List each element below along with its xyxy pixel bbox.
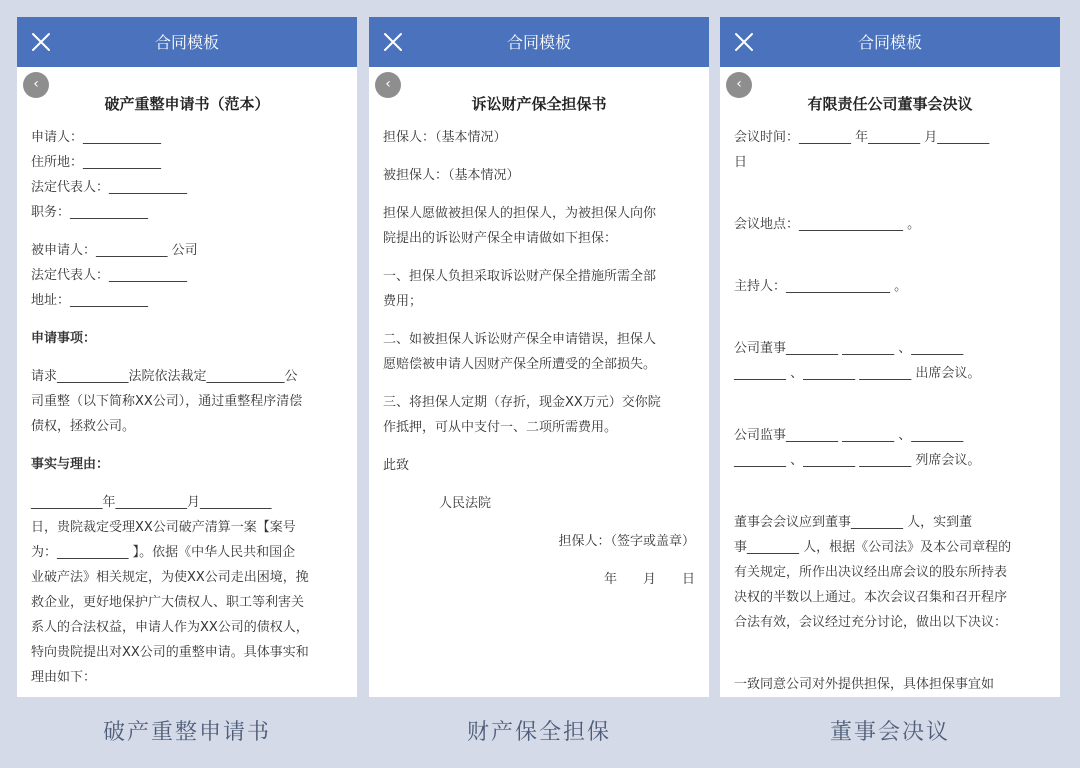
header-title: 合同模板 bbox=[506, 33, 571, 52]
doc-line: 二、如被担保人诉讼财产保全申请错误，担保人 bbox=[383, 332, 657, 347]
doc-line: 业破产法》相关规定，为使XX公司走出困境，挽 bbox=[31, 570, 309, 585]
doc-line: 事________ 人，根据《公司法》及本公司章程的 bbox=[734, 540, 1012, 555]
section-heading: 申请事项： bbox=[31, 331, 97, 346]
doc-line: ___________年___________月___________ bbox=[31, 495, 272, 510]
doc-line: 地址：____________ bbox=[31, 293, 149, 308]
doc-line: 救企业，更好地保护广大债权人、职工等利害关 bbox=[31, 595, 305, 610]
doc-line: 债权，拯救公司。 bbox=[31, 419, 136, 434]
template-card-board-resolution bbox=[720, 17, 1060, 697]
header-bar bbox=[369, 17, 709, 67]
header-title: 合同模板 bbox=[857, 33, 922, 52]
doc-line: 申请人：____________ bbox=[31, 130, 162, 145]
doc-line: 职务：____________ bbox=[31, 205, 149, 220]
document-title: 诉讼财产保全担保书 bbox=[471, 95, 607, 113]
doc-line: 会议地点：________________ 。 bbox=[734, 217, 921, 232]
doc-line: 理由如下： bbox=[31, 670, 97, 685]
doc-line: 担保人：（基本情况） bbox=[383, 130, 507, 145]
doc-line: 公司监事________ ________ 、________ bbox=[734, 428, 964, 443]
doc-line: 日 bbox=[734, 155, 748, 170]
date-line: 年 月 日 bbox=[603, 572, 695, 587]
template-card-bankruptcy bbox=[17, 17, 357, 697]
caption-board-resolution: 董事会决议 bbox=[829, 720, 950, 745]
chevron-left-icon[interactable]: ‹ bbox=[726, 72, 752, 98]
doc-line: 有关规定，所作出决议经出席会议的股东所持表 bbox=[734, 565, 1008, 580]
doc-line: 担保人愿做被担保人的担保人，为被担保人向你 bbox=[383, 206, 657, 221]
caption-guarantee: 财产保全担保 bbox=[466, 720, 611, 745]
document-body bbox=[383, 125, 695, 592]
section-heading: 事实与理由： bbox=[31, 457, 110, 472]
caption-bankruptcy: 破产重整申请书 bbox=[102, 720, 271, 745]
doc-line: 法定代表人：____________ bbox=[31, 268, 188, 283]
doc-line: 董事会会议应到董事________ 人，实到董 bbox=[734, 515, 973, 530]
chevron-left-icon[interactable]: ‹ bbox=[23, 72, 49, 98]
document-body bbox=[31, 125, 343, 690]
doc-line: 一、担保人负担采取诉讼财产保全措施所需全部 bbox=[383, 269, 657, 284]
doc-line: 愿赔偿被申请人因财产保全所遭受的全部损失。 bbox=[383, 357, 657, 372]
signature-line: 担保人：（签字或盖章） bbox=[558, 534, 695, 549]
doc-line: 主持人：________________ 。 bbox=[734, 279, 908, 294]
doc-line: 司重整（以下简称XX公司），通过重整程序清偿 bbox=[31, 394, 303, 409]
doc-line: 被担保人：（基本情况） bbox=[383, 168, 520, 183]
doc-line: 为：___________ 】。依据《中华人民共和国企 bbox=[31, 545, 296, 560]
doc-line: 请求___________法院依法裁定____________公 bbox=[31, 369, 298, 384]
doc-line: 会议时间：________ 年________ 月________ bbox=[734, 130, 990, 145]
chevron-left-icon[interactable]: ‹ bbox=[375, 72, 401, 98]
doc-line: 合法有效，会议经过充分讨论，做出以下决议： bbox=[734, 615, 1008, 630]
doc-line: 作抵押，可从中支付一、二项所需费用。 bbox=[383, 420, 618, 435]
doc-line: 此致 bbox=[383, 458, 410, 473]
doc-line: 一致同意公司对外提供担保，具体担保事宜如 bbox=[734, 677, 995, 692]
header-bar bbox=[720, 17, 1060, 67]
doc-line: 住所地：____________ bbox=[31, 155, 162, 170]
doc-line: 日，贵院裁定受理XX公司破产清算一案【案号 bbox=[31, 520, 296, 535]
doc-line: 被申请人：___________ 公司 bbox=[31, 243, 198, 258]
doc-line: 院提出的诉讼财产保全申请做如下担保： bbox=[383, 231, 618, 246]
header-bar bbox=[17, 17, 357, 67]
document-title: 有限责任公司董事会决议 bbox=[807, 95, 973, 113]
document-title: 破产重整申请书（范本） bbox=[104, 95, 270, 113]
doc-line: 公司董事________ ________ 、________ bbox=[734, 341, 964, 356]
template-card-guarantee bbox=[369, 17, 709, 697]
doc-line: 费用； bbox=[383, 294, 423, 309]
doc-line: 人民法院 bbox=[439, 496, 492, 511]
doc-line: ________ 、________ ________ 出席会议。 bbox=[734, 366, 981, 381]
doc-line: ________ 、________ ________ 列席会议。 bbox=[734, 453, 981, 468]
doc-line: 三、将担保人定期（存折，现金XX万元）交你院 bbox=[383, 395, 661, 410]
doc-line: 决权的半数以上通过。本次会议召集和召开程序 bbox=[734, 590, 1008, 605]
doc-line: 系人的合法权益，申请人作为XX公司的债权人， bbox=[31, 620, 309, 635]
doc-line: 法定代表人：____________ bbox=[31, 180, 188, 195]
header-title: 合同模板 bbox=[154, 33, 219, 52]
doc-line: 特向贵院提出对XX公司的重整申请。具体事实和 bbox=[31, 645, 309, 660]
document-body bbox=[734, 125, 1046, 697]
